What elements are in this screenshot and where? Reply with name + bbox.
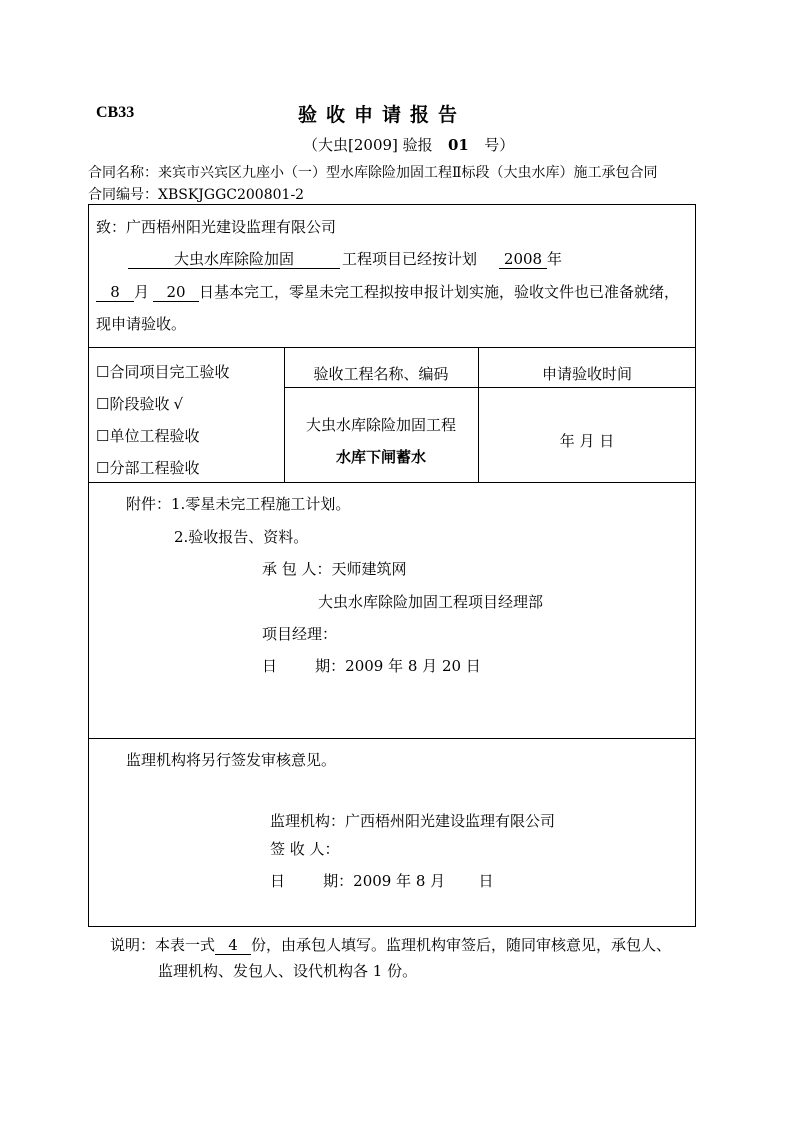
date-label: 日 期： bbox=[270, 872, 354, 890]
form-code: CB33 bbox=[96, 104, 135, 121]
divider bbox=[88, 738, 696, 739]
sub-project-cell: 水库下闸蓄水 bbox=[335, 448, 426, 466]
supervision-org-line bbox=[270, 810, 555, 831]
report-number-prefix: （大虫[2009] 验报 bbox=[303, 136, 433, 154]
day-field: 20 bbox=[153, 283, 199, 302]
intro-text-1: 工程项目已经按计划 bbox=[342, 250, 478, 268]
project-manager-label: 项目经理： bbox=[262, 625, 338, 643]
checkbox-label: 分部工程验收 bbox=[109, 459, 200, 477]
intro-line-2 bbox=[96, 281, 679, 302]
checkmark-icon: √ bbox=[173, 395, 184, 413]
notes-line-2: 监理机构、发包人、设代机构各 1 份。 bbox=[158, 962, 418, 980]
notes-suffix: 份，由承包人填写。监理机构审签后，随同审核意见，承包人、 bbox=[251, 936, 672, 954]
report-number bbox=[303, 134, 514, 155]
time-cell: 年 月 日 bbox=[559, 432, 615, 450]
attachment-item-2: 2.验收报告、资料。 bbox=[174, 528, 309, 546]
contractor-date-line bbox=[262, 655, 481, 676]
checkbox-sub-project[interactable] bbox=[96, 457, 199, 478]
notes-line-1 bbox=[110, 934, 671, 955]
date-value: 2009 年 8 月 20 日 bbox=[345, 657, 481, 675]
checkbox-icon: ☐ bbox=[96, 427, 110, 445]
checkbox-icon: ☐ bbox=[96, 363, 110, 381]
supervision-org-value: 广西梧州阳光建设监理有限公司 bbox=[345, 812, 556, 830]
date-value: 2009 年 8 月 日 bbox=[353, 872, 494, 890]
report-number-value: 01 bbox=[448, 136, 469, 154]
divider bbox=[88, 347, 696, 348]
supervision-opinion: 监理机构将另行签发审核意见。 bbox=[126, 751, 337, 769]
column-header-time: 申请验收时间 bbox=[541, 365, 632, 383]
intro-text-2: 日基本完工，零星未完工程拟按申报计划实施，验收文件也已准备就绪， bbox=[199, 283, 680, 301]
contractor-label: 承 包 人： bbox=[262, 560, 332, 578]
supervision-org-label: 监理机构： bbox=[270, 812, 346, 830]
attachment-item-1 bbox=[126, 493, 350, 514]
checkbox-icon: ☐ bbox=[96, 395, 110, 413]
intro-line-3: 现申请验收。 bbox=[96, 315, 187, 333]
project-name-cell: 大虫水库除险加固工程 bbox=[305, 416, 456, 434]
checkbox-stage-acceptance[interactable] bbox=[96, 393, 183, 414]
column-header-project: 验收工程名称、编码 bbox=[313, 365, 449, 383]
attachment-label: 附件： bbox=[126, 495, 172, 513]
attachment-text: 1.零星未完工程施工计划。 bbox=[171, 495, 351, 513]
addressee: 致：广西梧州阳光建设监理有限公司 bbox=[96, 218, 337, 236]
intro-line-1 bbox=[128, 248, 562, 269]
page-title: 验收申请报告 bbox=[298, 104, 467, 126]
contract-number: 合同编号：XBSKJGGC200801-2 bbox=[88, 187, 305, 203]
year-unit: 年 bbox=[547, 250, 563, 268]
divider bbox=[88, 482, 696, 483]
checkbox-label: 合同项目完工验收 bbox=[109, 363, 230, 381]
project-name-field: 大虫水库除险加固 bbox=[128, 250, 340, 269]
date-label: 日 期： bbox=[262, 657, 346, 675]
supervision-date-line bbox=[270, 870, 494, 891]
month-unit: 月 bbox=[134, 283, 150, 301]
report-number-suffix: 号） bbox=[484, 136, 515, 154]
checkbox-unit-project[interactable] bbox=[96, 425, 199, 446]
notes-prefix: 说明：本表一式 bbox=[110, 936, 216, 954]
receiver-label: 签 收 人： bbox=[270, 840, 340, 858]
checkbox-label: 单位工程验收 bbox=[109, 427, 200, 445]
contractor-value: 天师建筑网 bbox=[331, 560, 407, 578]
contractor-line bbox=[262, 558, 407, 579]
checkbox-icon: ☐ bbox=[96, 459, 110, 477]
month-field: 8 bbox=[96, 283, 134, 302]
contract-name: 合同名称：来宾市兴宾区九座小（一）型水库除险加固工程Ⅱ标段（大虫水库）施工承包合同 bbox=[88, 165, 658, 181]
checkbox-contract-completion[interactable] bbox=[96, 361, 229, 382]
divider bbox=[284, 387, 696, 388]
project-department: 大虫水库除险加固工程项目经理部 bbox=[318, 593, 544, 611]
year-field: 2008 bbox=[499, 250, 547, 269]
checkbox-label: 阶段验收 bbox=[109, 395, 170, 413]
copies-field: 4 bbox=[215, 936, 251, 955]
